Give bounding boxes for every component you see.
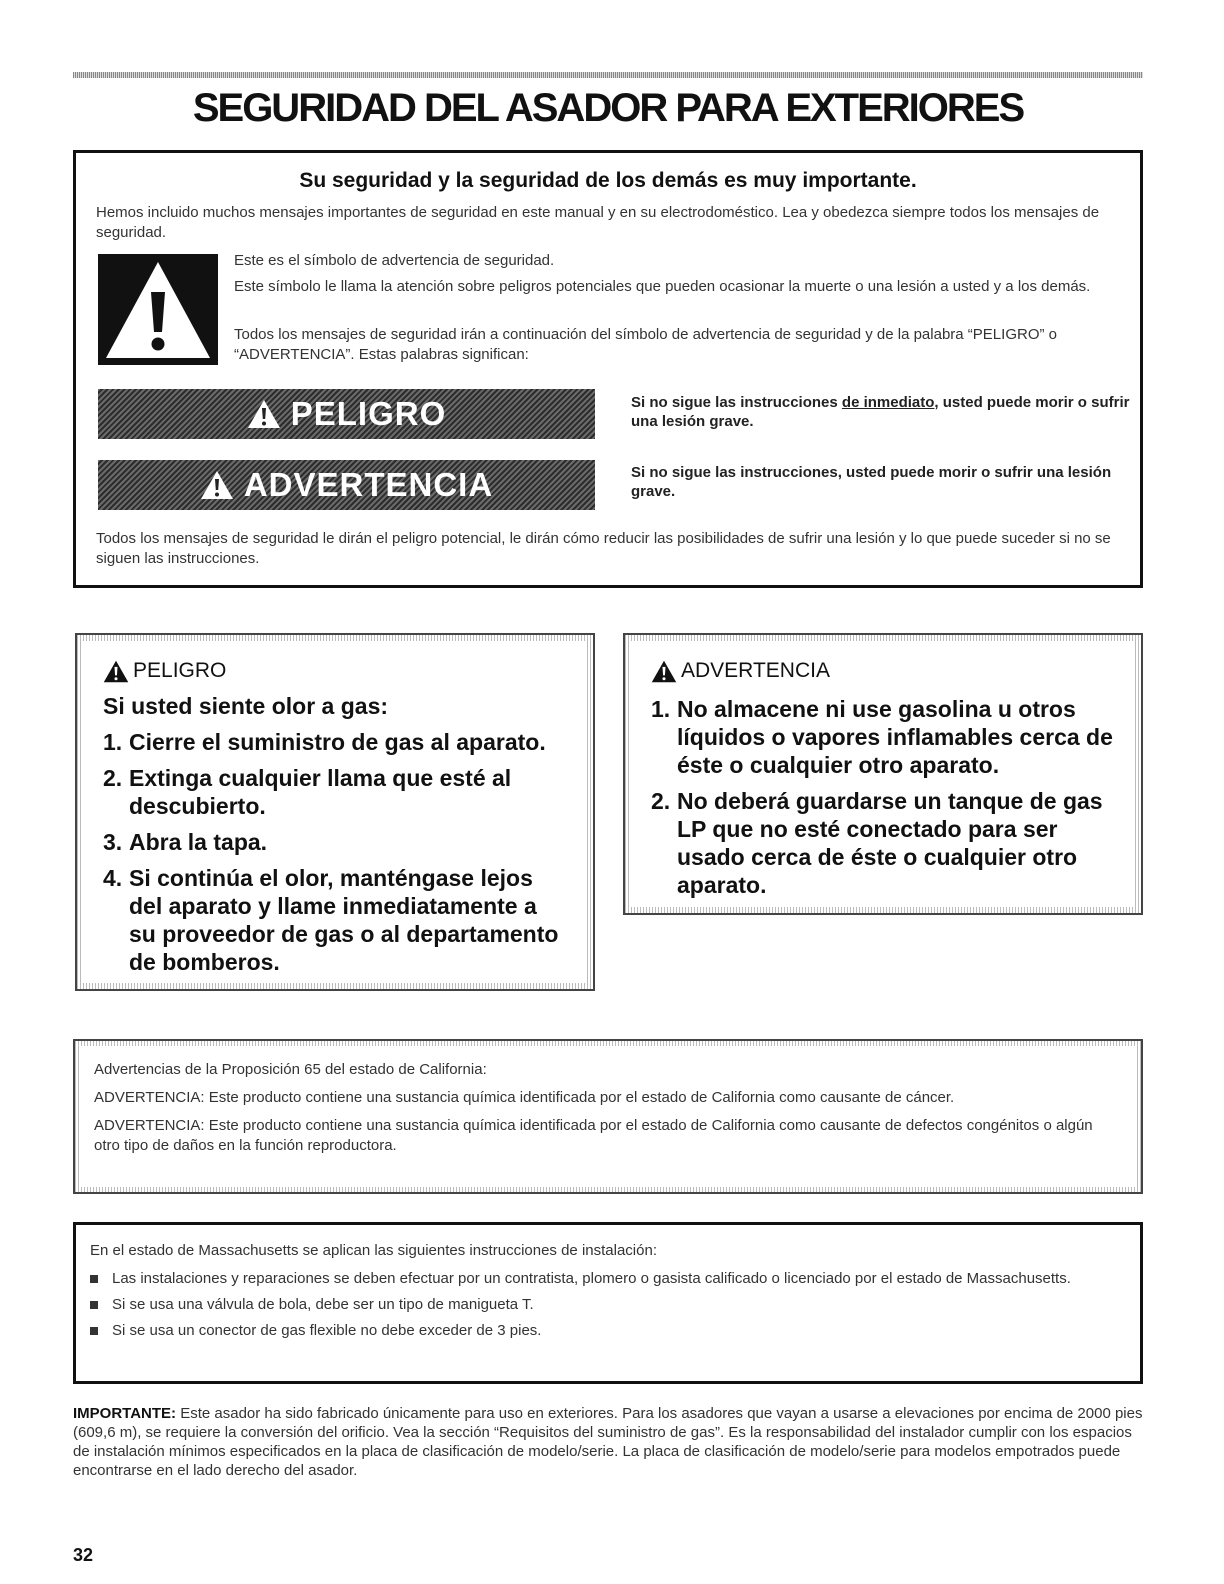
symbol-text-1: Este es el símbolo de advertencia de seguridad. [234, 252, 555, 269]
symbol-text-2: Este símbolo le llama la atención sobre peligros potenciales que pueden ocasionar la muerte o una lesión a usted y a los demás. [234, 278, 1091, 295]
peligro-definition: Si no sigue las instrucciones de inmediato, usted puede morir o sufrir una lesión grave. [631, 394, 1130, 430]
peligro-gas-box [75, 633, 595, 991]
top-rule [73, 72, 1143, 78]
list-item: 2. No deberá guardarse un tanque de gas LP que no esté conectado para ser usado cerca de éste o cualquier otro aparato. [651, 788, 1103, 898]
safety-footer: Todos los mensajes de seguridad le dirán el peligro potencial, le dirán cómo reducir las posibilidades de sufrir una lesión y lo que puede suceder si no se siguen las instrucciones. [96, 530, 1111, 567]
safety-info-box [73, 150, 1143, 588]
prop65-reproductive: ADVERTENCIA: Este producto contiene una sustancia química identificada por el estado de California como causante de defectos congénitos o algún otro tipo de daños en la función reproductora. [94, 1117, 1093, 1154]
important-note: IMPORTANTE: Este asador ha sido fabricado únicamente para uso en exteriores. Para los asadores que vayan a usarse a elevaciones por encima de 2000 pies (609,6 m), se requiere la conversión del orificio. Vea la sección “Requisitos del suministro de gas”. Es la responsabilidad del instalador cumplir con los espacios de instalación mínimos especificados en la placa de clasificación de modelo/serie. La placa de clasificación de modelo/serie para modelos empotrados puede encontrarse en el lado derecho del asador. [73, 1405, 1143, 1479]
list-item: Las instalaciones y reparaciones se deben efectuar por un contratista, plomero o gasista calificado o licenciado por el estado de Massachusetts. [90, 1269, 1126, 1289]
advertencia-definition: Si no sigue las instrucciones, usted puede morir o sufrir una lesión grave. [631, 464, 1112, 500]
list-item: 4. Si continúa el olor, manténgase lejos del aparato y llame inmediatamente a su proveedor de gas o al departamento de bomberos. [103, 865, 559, 975]
symbol-text-3: Todos los mensajes de seguridad irán a continuación del símbolo de advertencia de seguridad y de la palabra “PELIGRO” o “ADVERTENCIA”. Estas palabras significan: [234, 326, 1057, 363]
prop65-box [73, 1039, 1143, 1194]
advertencia-box [623, 633, 1143, 915]
advertencia-box-title: ADVERTENCIA [651, 659, 1115, 683]
peligro-signal-bar [98, 389, 595, 439]
massachusetts-heading: En el estado de Massachusetts se aplican las siguientes instrucciones de instalación: [90, 1242, 657, 1259]
list-item: 3. Abra la tapa. [103, 829, 268, 855]
advertencia-items [651, 695, 1115, 899]
peligro-box-title: PELIGRO [103, 659, 567, 683]
peligro-signal-word: PELIGRO [290, 395, 447, 432]
peligro-steps [103, 728, 567, 976]
prop65-cancer: ADVERTENCIA: Este producto contiene una sustancia química identificada por el estado de California como causante de cáncer. [94, 1089, 955, 1106]
list-item: Si se usa un conector de gas flexible no debe exceder de 3 pies. [90, 1321, 1126, 1341]
massachusetts-list [90, 1269, 1126, 1341]
list-item: 1. Cierre el suministro de gas al aparato. [103, 729, 546, 755]
list-item: Si se usa una válvula de bola, debe ser un tipo de manigueta T. [90, 1295, 1126, 1315]
peligro-box-subtitle: Si usted siente olor a gas: [103, 693, 389, 719]
prop65-heading: Advertencias de la Proposición 65 del estado de California: [94, 1061, 487, 1078]
bullet-square-icon [90, 1327, 98, 1335]
advertencia-signal-word: ADVERTENCIA [243, 466, 494, 503]
bullet-square-icon [90, 1275, 98, 1283]
bullet-square-icon [90, 1301, 98, 1309]
warning-triangle-icon [200, 470, 234, 500]
warning-triangle-icon [651, 660, 677, 683]
safety-heading: Su seguridad y la seguridad de los demás es muy importante. [299, 169, 917, 192]
warning-triangle-icon [247, 399, 281, 429]
warning-triangle-icon [98, 254, 218, 365]
list-item: 2. Extinga cualquier llama que esté al descubierto. [103, 765, 512, 819]
page-number: 32 [73, 1545, 94, 1565]
warning-triangle-icon [103, 660, 129, 683]
safety-intro: Hemos incluido muchos mensajes importantes de seguridad en este manual y en su electrodoméstico. Lea y obedezca siempre todos los mensajes de seguridad. [96, 204, 1100, 241]
safety-alert-symbol [98, 254, 218, 365]
advertencia-signal-bar [98, 460, 595, 510]
massachusetts-box [73, 1222, 1143, 1384]
list-item: 1. No almacene ni use gasolina u otros líquidos o vapores inflamables cerca de éste o cualquier otro aparato. [651, 696, 1113, 778]
page-title: SEGURIDAD DEL ASADOR PARA EXTERIORES [192, 86, 1024, 130]
